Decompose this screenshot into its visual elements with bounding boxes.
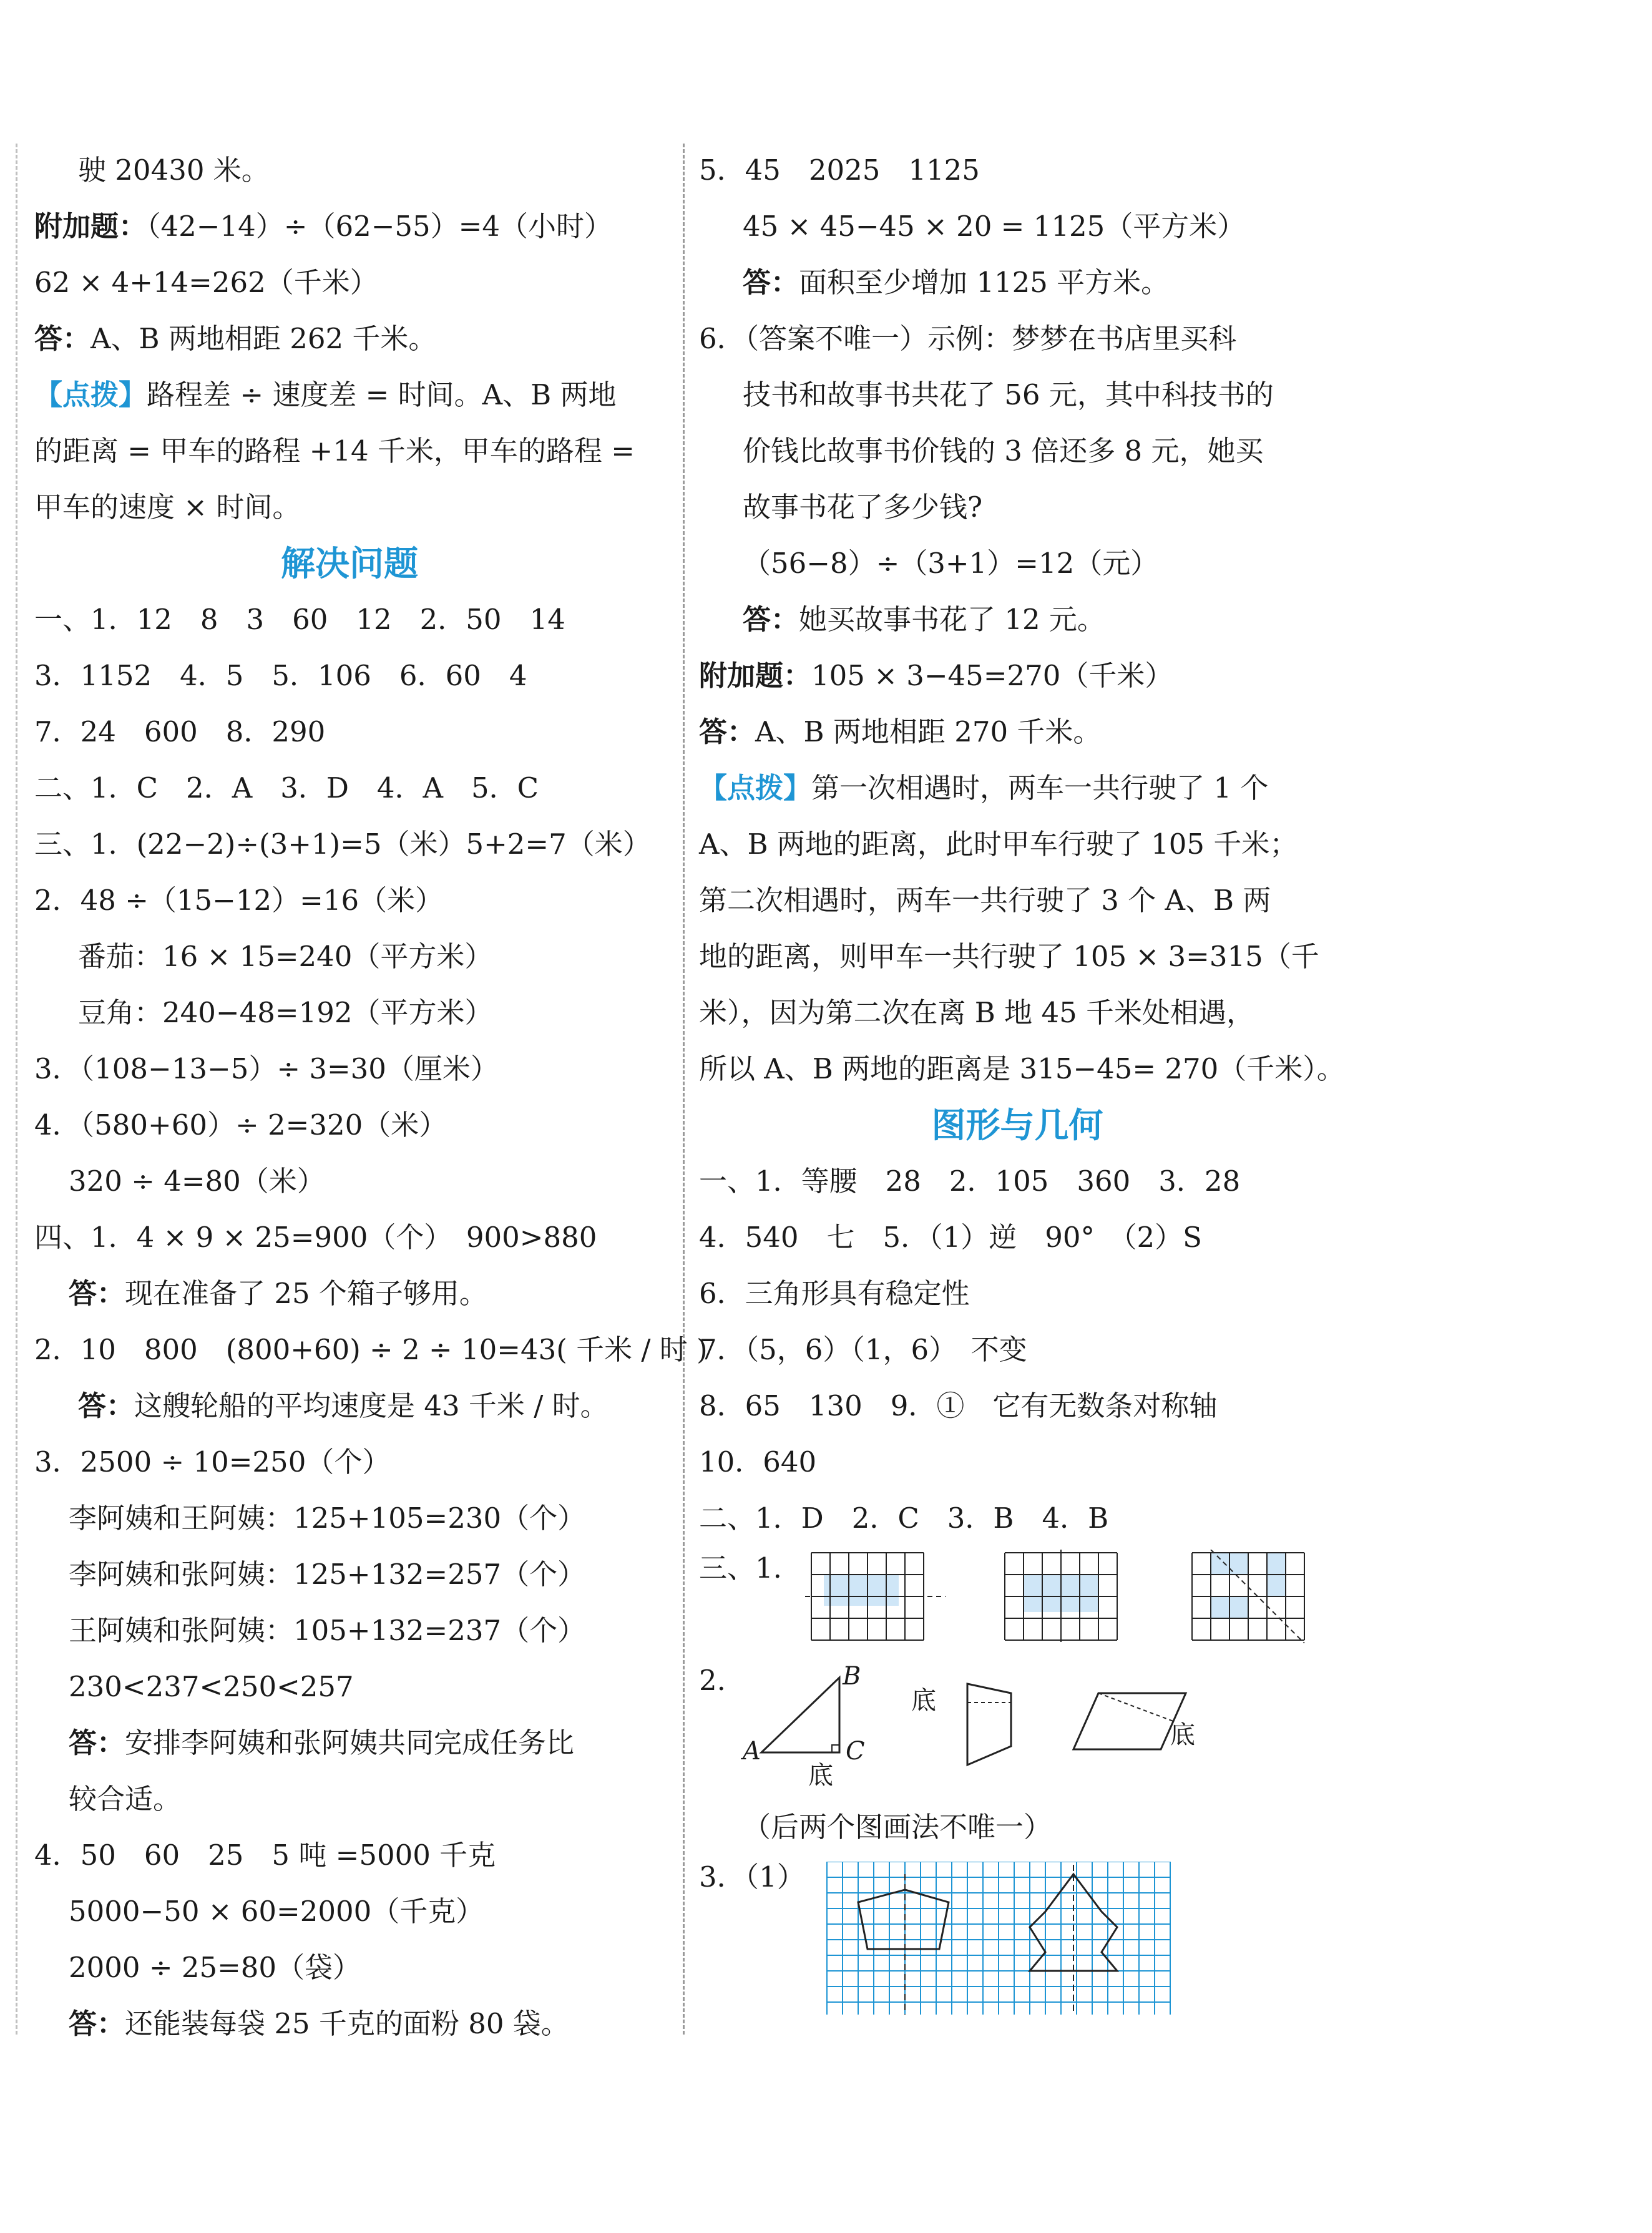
answer-line: 4．540 七 5．（1）逆 90° （2）S [699,1221,1203,1254]
square-grid [824,1862,1180,2018]
answer-line: 三、1．(22−2)÷(3+1)=5（米）5+2=7（米） [34,828,651,861]
answer-label: 答： [34,322,91,355]
answer-line: 320 ÷ 4=80（米） [69,1165,325,1198]
symmetry-grid-2 [999,1550,1123,1643]
tip-line [699,760,1336,816]
bonus-label: 附加题： [34,210,147,243]
tip-label: 【点拨】 [34,378,147,411]
answer-line: （后两个图画法不唯一） [743,1810,1052,1844]
grid-lines [827,1862,1170,2015]
answer-label: 答： [69,2007,125,2040]
base-label: 底 [1170,1721,1195,1749]
answer-line: 3．（108−13−5）÷ 3=30（厘米） [34,1052,499,1085]
answer-line: 王阿姨和张阿姨：105+132=237（个） [69,1614,586,1647]
answer-text: 这艘轮船的平均速度是 43 千米 / 时。 [134,1389,609,1422]
column-divider [683,144,685,2035]
answer-label: 答： [69,1277,125,1310]
shaded-region [824,1575,899,1606]
answer-line: 二、1．C 2．A 3．D 4．A 5．C [34,771,539,804]
answer-line [34,198,665,255]
tip-text: 路程差 ÷ 速度差 = 时间。A、B 两地 [147,378,617,411]
answer-label: 答： [69,1726,125,1759]
answer-line: 驶 20430 米。 [78,154,270,187]
answer-line: 3．2500 ÷ 10=250（个） [34,1445,391,1478]
answer-line: 2000 ÷ 25=80（袋） [69,1951,361,1984]
answer-line [699,255,1336,311]
answer-label: 答： [699,715,756,748]
answer-line: 一、1．12 8 3 60 12 2．50 14 [34,603,565,636]
base-label: 底 [808,1761,833,1790]
tip-line: 第二次相遇时，两车一共行驶了 3 个 A、B 两 [699,884,1271,917]
triangle [761,1678,839,1752]
margin-line [16,144,17,2035]
right-triangle-figure [755,1671,855,1765]
answer-line: 7．24 600 8．290 [34,715,326,748]
answer-line [699,592,1336,648]
answer-text: （42−14）÷（62−55）=4（小时） [147,210,613,243]
answer-line: 李阿姨和王阿姨：125+105=230（个） [69,1502,586,1535]
answer-line: 8．65 130 9．① 它有无数条对称轴 [699,1389,1218,1422]
answer-line [34,311,665,367]
tip-line [34,367,665,423]
answer-line: 价钱比故事书价钱的 3 倍还多 8 元，她买 [743,434,1264,467]
answer-line [699,648,1336,704]
answer-text: 她买故事书花了 12 元。 [799,603,1105,636]
answer-line: 番茄：16 × 15=240（平方米） [78,940,493,973]
section-heading: 图形与几何 [931,1105,1103,1145]
answer-line: 5000−50 × 60=2000（千克） [69,1895,484,1928]
trapezoid-figure [961,1678,1042,1771]
answer-line: 一、1．等腰 28 2．105 360 3．28 [699,1165,1241,1198]
question-label: 3．（1） [699,1860,805,1893]
answer-text: 105 × 3−45=270（千米） [811,659,1173,692]
answer-line: 3．1152 4．5 5．106 6．60 4 [34,659,527,692]
symmetry-grid-3 [1186,1550,1311,1643]
height-figures [699,1656,1336,1799]
answer-label: 答： [743,603,799,636]
question-label: 2. [699,1664,726,1697]
answer-line: 技书和故事书共花了 56 元，其中科技书的 [743,378,1274,411]
tip-line: 甲车的速度 × 时间。 [34,491,301,524]
answer-line: 4．50 60 25 5 吨 =5000 千克 [34,1839,496,1872]
tip-line: 所以 A、B 两地的距离是 315−45= 270（千米）。 [699,1052,1345,1085]
answer-line: 5．45 2025 1125 [699,154,980,187]
answer-text: 现在准备了 25 个箱子够用。 [125,1277,487,1310]
answer-line: 豆角：240−48=192（平方米） [78,996,493,1029]
answer-text: A、B 两地相距 270 千米。 [755,715,1102,748]
height-line [1098,1693,1173,1721]
left-column [34,142,708,2052]
grid-figures [699,1855,1336,2018]
answer-line: 四、1．4 × 9 × 25=900（个） 900>880 [34,1221,597,1254]
answer-line: 4．（580+60）÷ 2=320（米） [34,1108,447,1141]
answer-line [699,704,1336,760]
answer-text: 面积至少增加 1125 平方米。 [799,266,1170,299]
answer-line: 故事书花了多少钱? [743,491,983,524]
answer-line: 二、1．D 2．C 3．B 4．B [699,1502,1109,1535]
symmetry-figures [699,1546,1336,1656]
trapezoid [967,1684,1011,1765]
answer-line: 李阿姨和张阿姨：125+132=257（个） [69,1558,586,1591]
bonus-label: 附加题： [699,659,812,692]
tip-line: 地的距离，则甲车一共行驶了 105 × 3=315（千 [699,940,1319,973]
answer-line: 45 × 45−45 × 20 = 1125（平方米） [743,210,1246,243]
answer-line [34,1266,665,1322]
answer-line: 230<237<250<257 [69,1670,354,1703]
answer-line: 6．（答案不唯一）示例：梦梦在书店里买科 [699,322,1237,355]
question-label: 三、1. [699,1551,782,1585]
tip-line: A、B 两地的距离，此时甲车行驶了 105 千米； [699,828,1298,861]
answer-line [34,1378,665,1434]
answer-line: 10．640 [699,1445,817,1478]
answer-line: 较合适。 [69,1782,182,1815]
section-heading: 解决问题 [280,544,418,584]
tip-line: 的距离 = 甲车的路程 +14 千米，甲车的路程 = [34,434,635,467]
answer-line: 62 × 4+14=262（千米） [34,266,378,299]
answer-text: 安排李阿姨和张阿姨共同完成任务比 [125,1726,575,1759]
answer-label: 答： [78,1389,135,1422]
answer-line: （56−8）÷（3+1）=12（元） [743,547,1159,580]
vertex-label-b: B [843,1662,861,1691]
answer-line: 7．（5，6）（1，6） 不变 [699,1333,1027,1366]
tip-line: 米），因为第二次在离 B 地 45 千米处相遇， [699,996,1255,1029]
parallelogram [1073,1693,1186,1749]
answer-line [34,1996,665,2052]
right-column [699,142,1345,2018]
base-label: 底 [911,1686,936,1715]
vertex-label-c: C [846,1737,865,1766]
answer-label: 答： [743,266,799,299]
answer-line: 2．10 800 (800+60) ÷ 2 ÷ 10=43( 千米 / 时 ) [34,1333,708,1366]
answer-text: A、B 两地相距 262 千米。 [90,322,437,355]
right-angle-mark [832,1745,839,1752]
answer-line: 2．48 ÷（15−12）=16（米） [34,884,444,917]
answer-line: 6．三角形具有稳定性 [699,1277,970,1310]
vertex-label-a: A [743,1737,761,1766]
answer-text: 还能装每袋 25 千克的面粉 80 袋。 [125,2007,569,2040]
tip-text: 第一次相遇时，两车一共行驶了 1 个 [811,771,1269,804]
symmetry-grid-1 [805,1550,949,1643]
answer-line [34,1715,665,1771]
tip-label: 【点拨】 [699,771,812,804]
